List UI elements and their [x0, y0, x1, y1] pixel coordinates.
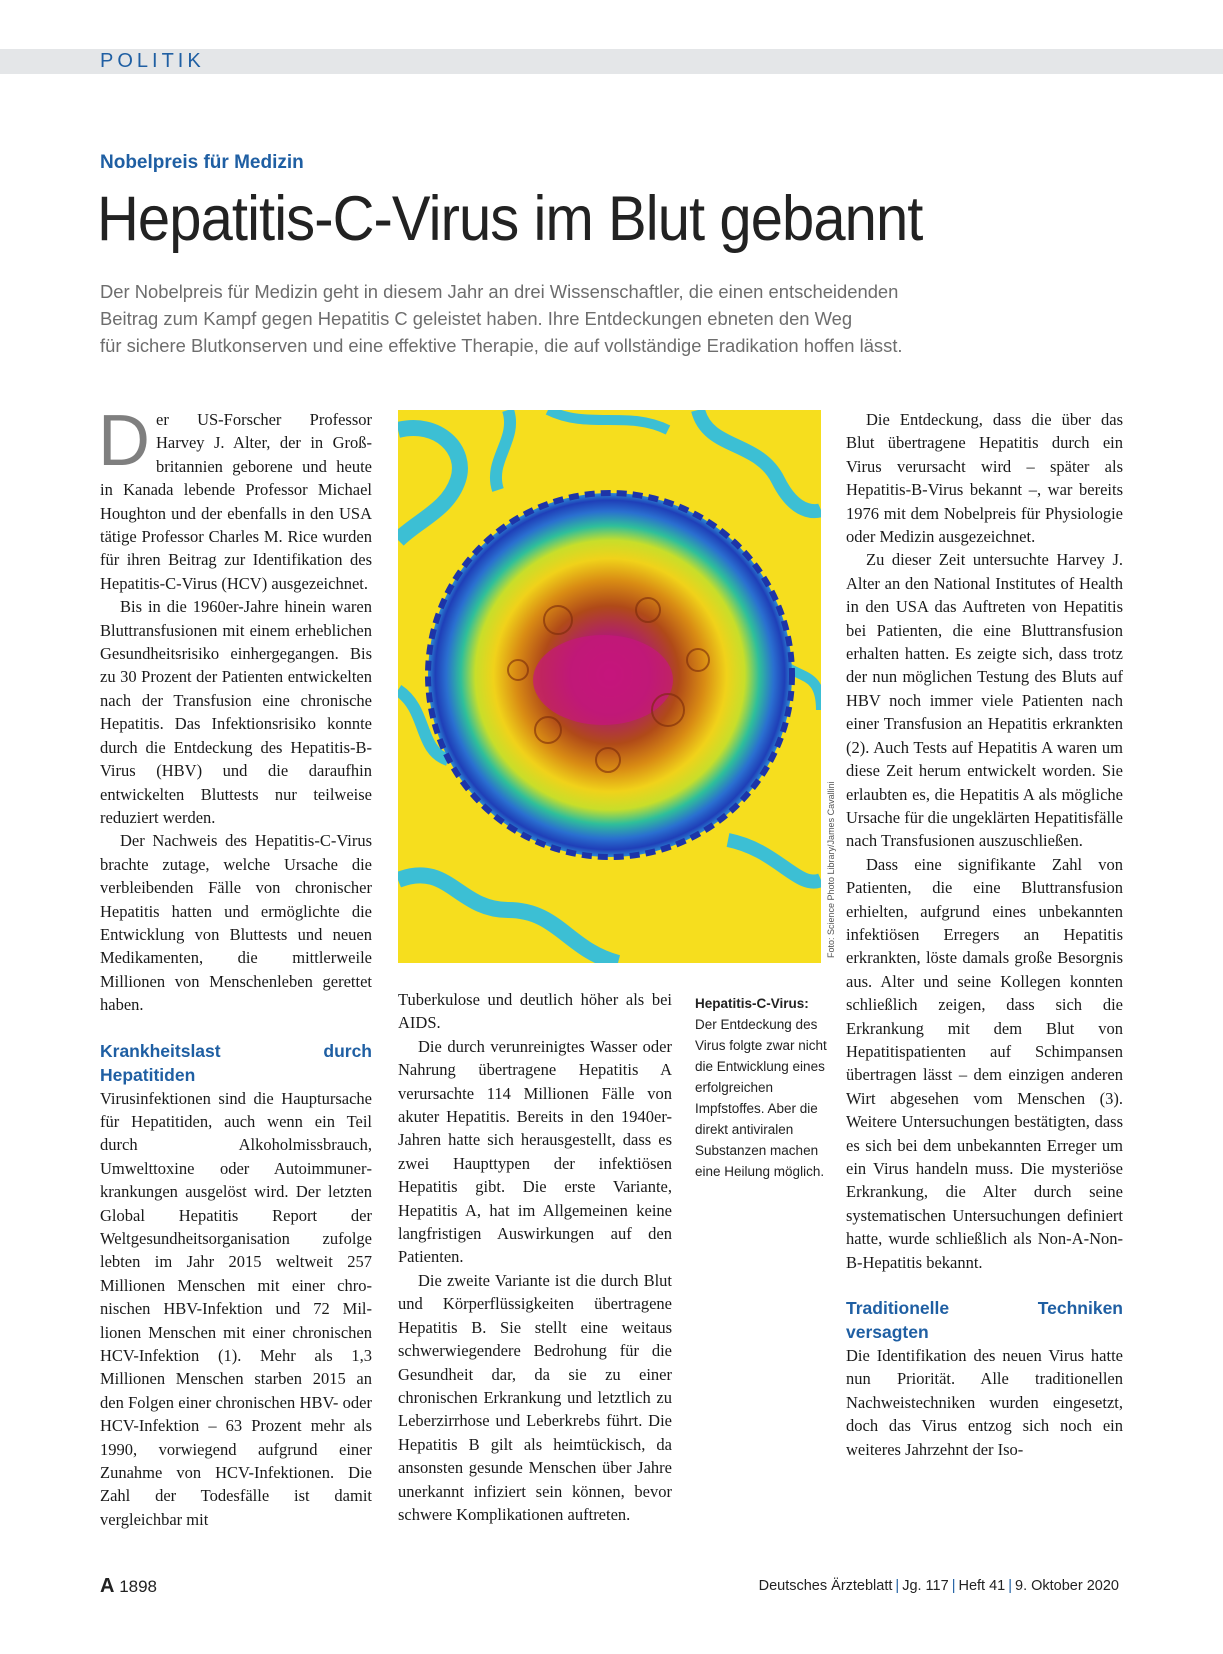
lead-line: Der Nobelpreis für Medizin geht in diesem Jahr an drei Wissenschaftler, die einen entscheidenden — [100, 281, 899, 302]
lead-line: für sichere Blutkonserven und eine effektive Therapie, die auf vollständige Eradikation hoffen lässt. — [100, 335, 903, 356]
lead-line: Beitrag zum Kampf gegen Hepatitis C geleistet haben. Ihre Entdeckungen ebneten den Weg — [100, 308, 853, 329]
journal-volume: Jg. 117 — [902, 1578, 949, 1594]
caption-text: Der Entdeckung des Virus folgte zwar nicht die Entwicklung eines erfolgreichen Impfstoffes. Aber die direkt antiviralen Substanzen machen eine Heilung möglich. — [695, 1017, 827, 1179]
journal-name: Deutsches Ärzteblatt — [758, 1578, 893, 1594]
page-number-value: 1898 — [119, 1577, 158, 1596]
section-label: POLITIK — [100, 50, 205, 72]
paragraph: Virusinfektionen sind die Hauptursache für Hepatitiden, auch wenn ein Teil durch Alkoholmissbrauch, Umwelttoxine oder Autoimmunerkrankungen ausgelöst wird. Der letzten Global Hepatitis Report der Weltgesundheitsorganisation zufolge lebten im Jahr 2015 weltweit 257 Millionen Menschen mit einer chronischen HBV-Infektion und 72 Millionen Menschen mit einer chronischen HCV-Infektion (1). Mehr als 1,3 Millionen Menschen starben 2015 an den Folgen einer chronischen HBV- oder HCV-Infektion – 63 Prozent mehr als 1990, vorwiegend aufgrund einer Zunahme von HCV-Infektionen. Die Zahl der Todesfälle ist damit vergleichbar mit — [100, 1088, 372, 1529]
paragraph: Bis in die 1960er-Jahre hinein waren Bluttransfusionen mit einem erheblichen Gesundheitsrisiko einhergegangen. Bis zu 30 Prozent der Patienten entwickelten nach der Transfusion eine chronische Hepatitis. Das Infektionsrisiko konnte durch die Entdeckung des Hepatitis-B-Virus (HBV) und die daraufhin entwickelten Bluttests nur teilweise reduziert werden. — [100, 597, 372, 827]
virus-micrograph-svg — [398, 410, 821, 963]
paragraph: Die Identifikation des neuen Virus hatte nun Priorität. Alle traditionellen Nachweistechniken wurden eingesetzt, doch das Virus entzog sich noch ein weiteres Jahrzehnt der Iso- — [846, 1346, 1123, 1459]
caption-title: Hepatitis-C-Virus: — [695, 996, 809, 1011]
paragraph — [98, 401, 372, 595]
article-column-3 — [846, 408, 1123, 1461]
article-column-1 — [98, 401, 372, 1531]
lead-paragraph — [100, 278, 980, 359]
paragraph: Dass eine signifikante Zahl von Patienten, die eine Bluttransfusion erhielten, aufgrund eines unbekannten infektiösen Erregers an Hepatitis erkrankten, löste damals große Besorgnis aus. Alter und seine Kollegen konnten schließlich zeigen, dass sich die Erkrankung mit dem Blut von Hepatitispatienten auf Schimpansen übertragen lässt – dem einzigen anderen Wirt abgesehen vom Menschen (3). Weitere Untersuchungen bestätigten, dass es sich bei dem unbekannten Erreger um ein Virus handeln muss. Die mysteriöse Erkrankung, die Alter durch seine systematischen Untersuchungen definiert hatte, wurde schließlich als Non-A-Non-B-Hepatitis bekannt. — [846, 854, 1123, 1272]
paragraph: Zu dieser Zeit untersuchte Harvey J. Alter an den National Institutes of Health in den USA das Auftreten von Hepatitis bei Patienten, die eine Bluttransfusion erhalten hatten. Es zeigte sich, dass trotz der nun möglichen Testung des Bluts auf HBV noch immer viele Patienten nach einer Transfusion an Hepatitis erkrankten (2). Auch Tests auf Hepatitis A waren um diese Zeit herum entwickelt worden. Sie erlaubten es, die Hepatitis A als mögliche Ursache für die ungeklärten Hepatitisfälle nach Transfusionen auszuschließen. — [846, 550, 1123, 851]
subheading: Krankheitslast durch Hepatitiden — [100, 1040, 372, 1085]
journal-date: 9. Oktober 2020 — [1015, 1578, 1119, 1594]
paragraph: Die durch verunreinigtes Wasser oder Nahrung übertragene Hepatitis A verursachte 114 Millionen Fälle von akuter Hepatitis. Bereits in den 1940er-Jahren hatte sich herausgestellt, dass es zwei Haupttypen der infektiösen Hepatitis gibt. Die erste Variante, Hepatitis A, hat im Allgemeinen keine langfristigen Auswirkungen auf den Patienten. — [398, 1036, 672, 1267]
photo-credit: Foto: Science Photo Library/James Cavallini — [826, 781, 836, 958]
paragraph-text: er US-Forscher Professor Harvey J. Alter, der in Großbritannien geborene und heute in Kanada lebende Professor Michael Houghton und der ebenfalls in den USA tätige Professor Charles M. Rice wurden für ihren Beitrag zur Identifikation des Hepatitis-C-Virus (HCV) ausgezeichnet. — [100, 410, 372, 593]
page-number — [100, 1575, 157, 1598]
headline: Hepatitis-C-Virus im Blut gebannt — [97, 184, 923, 254]
journal-info: Deutsches Ärzteblatt | Jg. 117 | Heft 41 | 9. Oktober 2020 — [758, 1578, 1119, 1594]
kicker: Nobelpreis für Medizin — [100, 152, 304, 173]
subheading: Traditionelle Techniken versagten — [846, 1298, 1123, 1343]
paragraph: Die zweite Variante ist die durch Blut und Körperflüssigkeiten übertragene Hepatitis B. Sie stellt eine weitaus schwerwiegendere Bedrohung für die Gesundheit dar, da sie zu einer chronischen Erkrankung und letztlich zu Leberzirrhose und Leberkrebs führt. Die Hepatitis B gilt als heimtückisch, da ansonsten gesunde Menschen über Jahre unerkannt infiziert sein können, bevor schwere Komplikationen auftreten. — [398, 1270, 672, 1524]
paragraph: Der Nachweis des Hepatitis-C-Virus brachte zutage, welche Ursache die verbleibenden Fälle von chronischer Hepatitis hatten und ermöglichte die Entwicklung von Bluttests und neuen Medikamenten, die mittlerweile Millionen von Menschenleben gerettet haben. — [100, 831, 372, 1015]
virus-micrograph-image — [398, 410, 821, 963]
journal-issue: Heft 41 — [958, 1578, 1006, 1594]
paragraph: Tuberkulose und deutlich höher als bei AIDS. — [398, 990, 672, 1033]
page-prefix: A — [100, 1575, 115, 1597]
paragraph: Die Entdeckung, dass die über das Blut übertragene Hepatitis durch ein Virus verursacht wird – später als Hepatitis-B-Virus bekannt –, war bereits 1976 mit dem Nobelpreis für Physiologie oder Medizin ausgezeichnet. — [846, 410, 1123, 547]
article-column-2 — [398, 988, 672, 1526]
figure-caption — [695, 993, 835, 1182]
drop-cap: D — [98, 401, 150, 481]
